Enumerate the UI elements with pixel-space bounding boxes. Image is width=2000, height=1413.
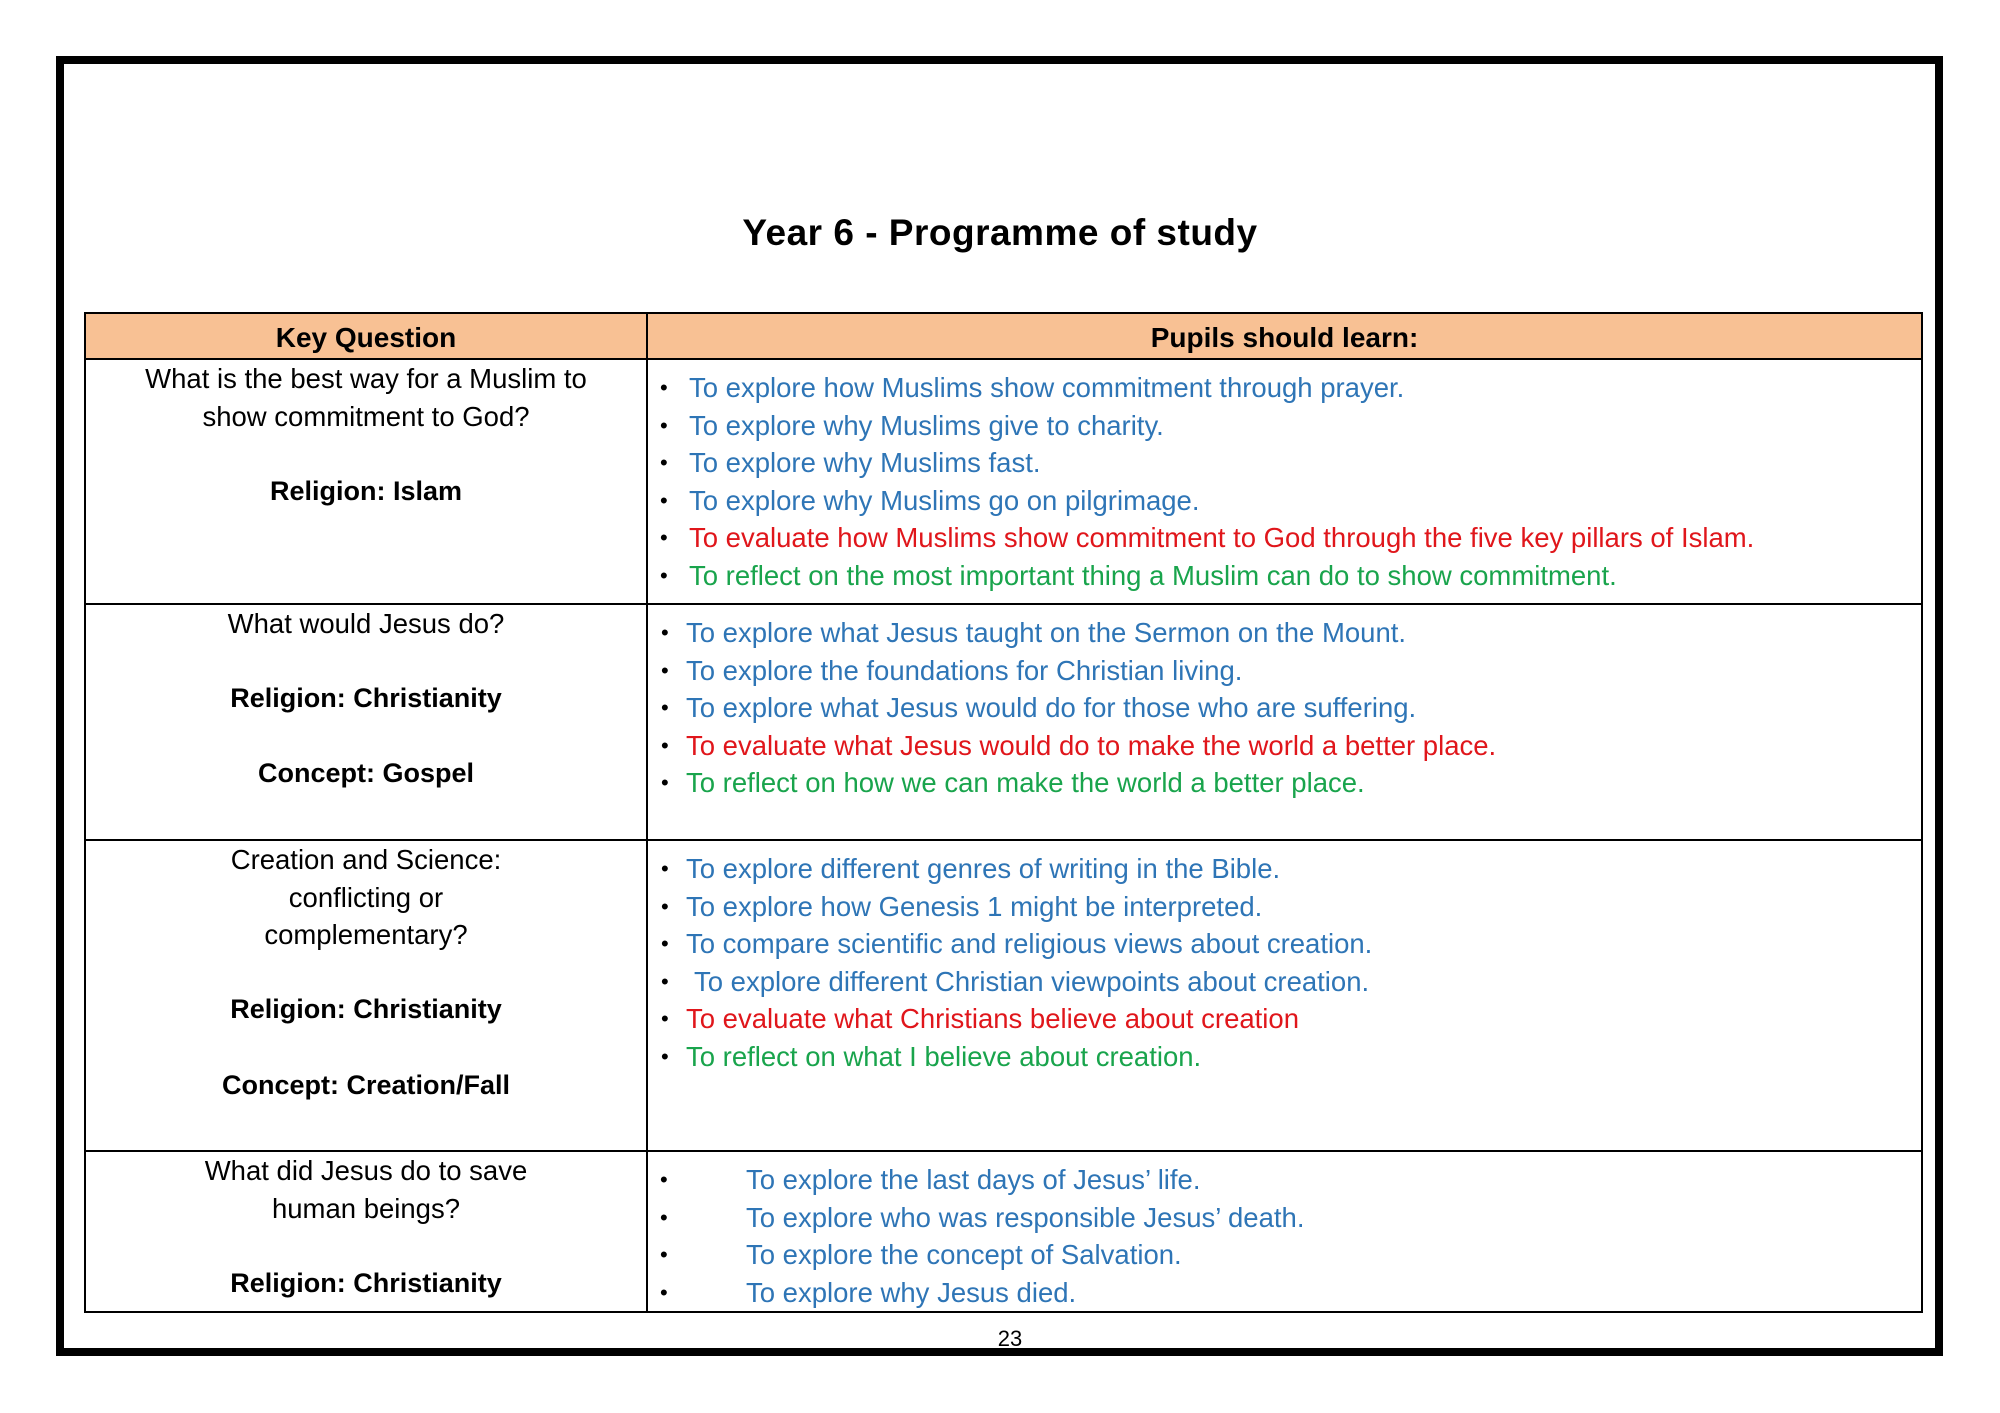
objective-text: To explore the last days of Jesus’ life.: [746, 1164, 1201, 1195]
objective-text: To reflect on how we can make the world a better place.: [686, 767, 1365, 799]
bullet-icon: •: [660, 1242, 668, 1268]
objective-text: To explore how Muslims show commitment through prayer.: [689, 372, 1405, 403]
table-row: [85, 1151, 1922, 1312]
programme-table: [84, 312, 1923, 1313]
religion-label: Religion: Christianity: [230, 994, 502, 1025]
objective-text: To explore different genres of writing in the Bible.: [686, 853, 1281, 884]
objective-text: To explore why Jesus died.: [746, 1276, 1077, 1308]
objective-text: To evaluate how Muslims show commitment to God through the five key pillars of Islam.: [689, 522, 1755, 554]
table-row: [85, 359, 1922, 604]
concept-label: Concept: Creation/Fall: [221, 1069, 511, 1100]
list-item: [648, 407, 1921, 445]
religion-label: Religion: Christianity: [230, 1267, 502, 1298]
objectives-list: [648, 1152, 1921, 1311]
religion-label: Religion: Islam: [269, 475, 463, 506]
list-item: [648, 727, 1921, 765]
key-question-cell: [85, 359, 647, 604]
header-pupils-should-learn: Pupils should learn:: [647, 313, 1922, 359]
list-item: [648, 689, 1921, 727]
bullet-icon: •: [661, 657, 669, 683]
bullet-icon: •: [661, 732, 669, 758]
list-item: [648, 614, 1921, 652]
list-item: [648, 888, 1921, 926]
bullet-icon: •: [660, 412, 668, 438]
bullet-icon: •: [661, 893, 669, 919]
list-item: [648, 482, 1921, 520]
objective-text: To explore why Muslims fast.: [689, 447, 1041, 479]
objective-text: To reflect on the most important thing a Muslim can do to show commitment.: [689, 559, 1617, 591]
objectives-cell: [647, 604, 1922, 840]
question-line: What did Jesus do to save: [204, 1155, 528, 1186]
list-item: [648, 519, 1921, 557]
objective-text: To explore different Christian viewpoints about creation.: [694, 965, 1370, 997]
list-item: [648, 850, 1921, 888]
question-line: What is the best way for a Muslim to: [145, 363, 587, 394]
list-item: [648, 1161, 1921, 1199]
question-line: human beings?: [271, 1192, 461, 1224]
bullet-icon: •: [661, 931, 669, 957]
objective-text: To reflect on what I believe about creation.: [686, 1040, 1202, 1072]
objectives-cell: [647, 1151, 1922, 1312]
bullet-icon: •: [660, 525, 668, 551]
objective-text: To explore why Muslims go on pilgrimage.: [689, 484, 1200, 516]
objective-text: To explore the foundations for Christian living.: [686, 654, 1243, 686]
question-line: What would Jesus do?: [227, 608, 505, 639]
bullet-icon: •: [661, 1006, 669, 1032]
list-item: [648, 1000, 1921, 1038]
table-row: [85, 604, 1922, 840]
question-line: complementary?: [264, 919, 468, 951]
question-line: show commitment to God?: [202, 400, 530, 432]
list-item: [648, 1274, 1921, 1312]
objective-text: To compare scientific and religious views about creation.: [686, 928, 1373, 960]
objective-text: To explore who was responsible Jesus’ death.: [746, 1201, 1305, 1233]
objectives-list: [648, 605, 1921, 802]
key-question-cell: [85, 840, 647, 1151]
bullet-icon: •: [660, 450, 668, 476]
objectives-cell: [647, 840, 1922, 1151]
bullet-icon: •: [660, 562, 668, 588]
objective-text: To explore what Jesus taught on the Sermon on the Mount.: [686, 617, 1407, 648]
page-number: 23: [997, 1326, 1023, 1351]
list-item: [648, 963, 1921, 1001]
table-header-row: [85, 313, 1922, 359]
objective-text: To explore why Muslims give to charity.: [689, 409, 1164, 441]
list-item: [648, 444, 1921, 482]
objective-text: To explore the concept of Salvation.: [746, 1239, 1182, 1271]
list-item: [648, 369, 1921, 407]
question-line: conflicting or: [288, 881, 444, 913]
bullet-icon: •: [660, 487, 668, 513]
question-line: Creation and Science:: [230, 844, 502, 875]
objective-text: To evaluate what Christians believe about creation: [686, 1003, 1300, 1035]
table-row: [85, 840, 1922, 1151]
header-key-question: Key Question: [85, 313, 647, 359]
objective-text: To explore what Jesus would do for those who are suffering.: [686, 692, 1417, 724]
list-item: [648, 652, 1921, 690]
concept-label: Concept: Gospel: [257, 758, 474, 789]
bullet-icon: •: [660, 1204, 668, 1230]
list-item: [648, 1236, 1921, 1274]
objectives-list: [648, 841, 1921, 1076]
objective-text: To evaluate what Jesus would do to make the world a better place.: [686, 729, 1497, 761]
key-question-cell: [85, 604, 647, 840]
bullet-icon: •: [660, 1279, 668, 1305]
bullet-icon: •: [661, 1043, 669, 1069]
key-question-cell: [85, 1151, 647, 1312]
list-item: [648, 1199, 1921, 1237]
bullet-icon: •: [661, 620, 669, 645]
objective-text: To explore how Genesis 1 might be interpreted.: [686, 890, 1263, 922]
page-title: Year 6 - Programme of study: [742, 212, 1258, 253]
religion-label: Religion: Christianity: [230, 683, 502, 714]
bullet-icon: •: [660, 1167, 668, 1192]
bullet-icon: •: [661, 770, 669, 796]
list-item: [648, 557, 1921, 595]
objectives-list: [648, 360, 1921, 595]
bullet-icon: •: [661, 695, 669, 721]
list-item: [648, 764, 1921, 802]
bullet-icon: •: [661, 968, 669, 994]
bullet-icon: •: [660, 375, 668, 400]
list-item: [648, 925, 1921, 963]
objectives-cell: [647, 359, 1922, 604]
bullet-icon: •: [661, 856, 669, 881]
list-item: [648, 1038, 1921, 1076]
